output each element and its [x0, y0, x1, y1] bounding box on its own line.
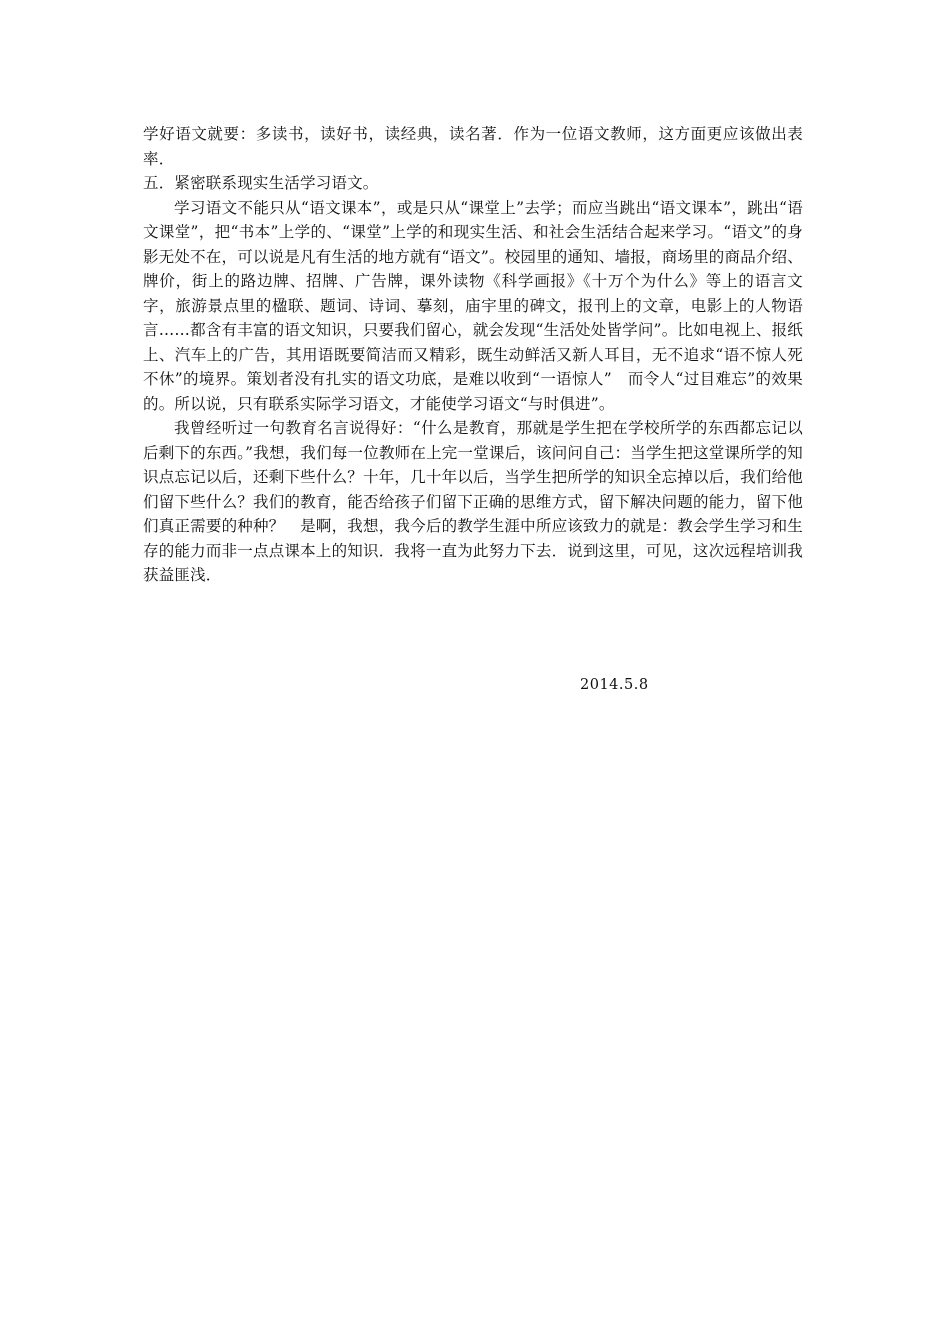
paragraph-reading: 学好语文就要：多读书，读好书，读经典，读名著．作为一位语文教师，这方面更应该做出表率．: [143, 125, 803, 168]
paragraph-real-life: 学习语文不能只从“语文课本”，或是只从“课堂上”去学；而应当跳出“语文课本”，跳出“语文课堂”，把“书本”上学的、“课堂”上学的和现实生活、和社会生活结合起来学习。“语文”的身影无处不在，可以说是凡有生活的地方就有“语文”。校园里的通知、墙报，商场里的商品介绍、牌价，街上的路边牌、招牌、广告牌，课外读物《科学画报》《十万个为什么》等上的语言文字，旅游景点里的楹联、题词、诗词、摹刻，庙宇里的碑文，报刊上的文章，电影上的人物语言……都含有丰富的语文知识，只要我们留心，就会发现“生活处处皆学问”。比如电视上、报纸上、汽车上的广告，其用语既要简洁而又精彩，既生动鲜活又新人耳目，无不追求“语不惊人死不休”的境界。策划者没有扎实的语文功底，是难以收到“一语惊人” 而令人“过目难忘”的效果的。所以说，只有联系实际学习语文，才能使学习语文“与时俱进”。: [143, 198, 803, 413]
document-date: 2014.5.8: [580, 677, 649, 693]
document-body: [143, 122, 803, 588]
section-heading-five: 五．紧密联系现实生活学习语文。: [143, 174, 379, 192]
paragraph-education-quote: 我曾经听过一句教育名言说得好：“什么是教育，那就是学生把在学校所学的东西都忘记以后剩下的东西。”我想，我们每一位教师在上完一堂课后，该问问自己：当学生把这堂课所学的知识点忘记以后，还剩下些什么？十年，几十年以后，当学生把所学的知识全忘掉以后，我们给他们留下些什么？我们的教育，能否给孩子们留下正确的思维方式，留下解决问题的能力，留下他们真正需要的种种？ 是啊，我想，我今后的教学生涯中所应该致力的就是：教会学生学习和生存的能力而非一点点课本上的知识．我将一直为此努力下去．说到这里，可见，这次远程培训我获益匪浅．: [143, 419, 803, 584]
